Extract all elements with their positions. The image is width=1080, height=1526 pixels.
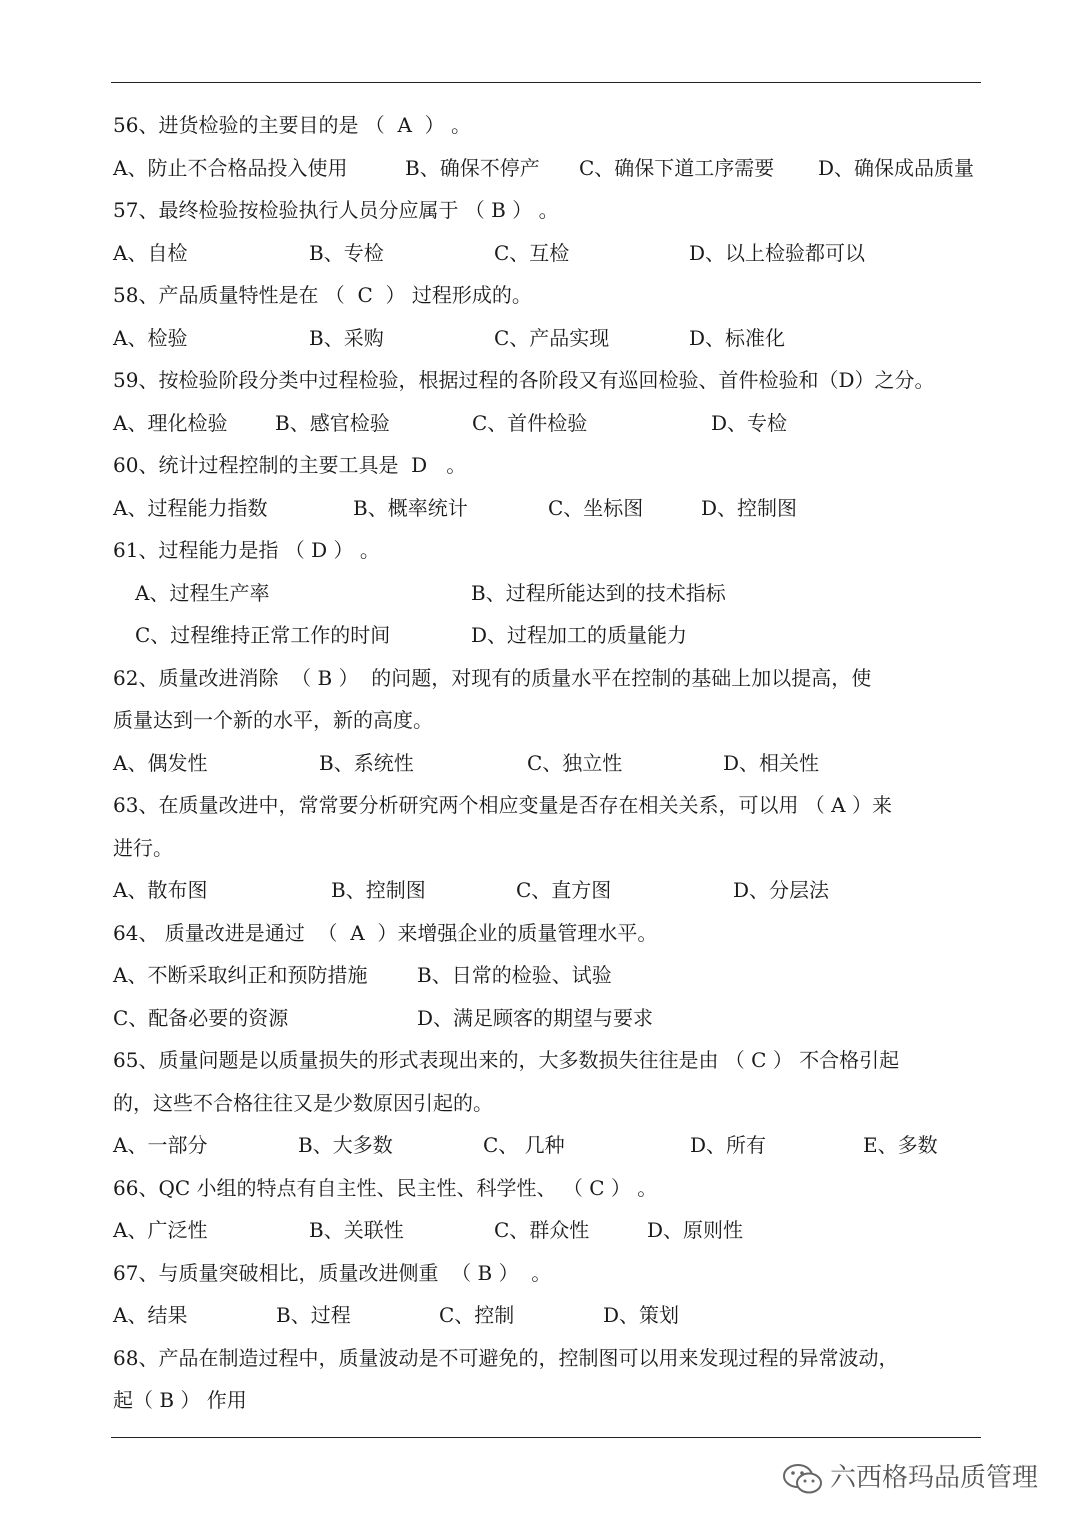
question-stem-q57: 57、最终检验按检验执行人员分应属于 （ B ） 。 — [113, 198, 559, 222]
question-stem-q56: 56、进货检验的主要目的是 （ A ） 。 — [113, 113, 472, 137]
option-q57-0: A、自检 — [113, 240, 188, 265]
option-q61-0: A、过程生产率 — [135, 580, 270, 605]
option-q58-2: C、产品实现 — [494, 325, 610, 350]
option-q65-0: A、一部分 — [113, 1133, 208, 1157]
option-q60-3: D、控制图 — [701, 495, 798, 520]
option-q63-3: D、分层法 — [733, 878, 830, 902]
footer-rule — [111, 1437, 981, 1438]
option-q67-1: B、过程 — [276, 1303, 351, 1327]
option-q57-3: D、以上检验都可以 — [689, 240, 866, 265]
option-q59-0: A、理化检验 — [113, 410, 228, 435]
option-q64-0: C、配备必要的资源 — [113, 1005, 289, 1030]
option-q62-0: A、偶发性 — [113, 750, 208, 775]
option-q66-1: B、关联性 — [309, 1218, 404, 1242]
question-stem-q67: 67、与质量突破相比，质量改进侧重 （ B ） 。 — [113, 1260, 552, 1285]
question-stem-q58: 58、产品质量特性是在 （ C ） 过程形成的。 — [113, 283, 532, 307]
option-q66-2: C、群众性 — [494, 1218, 590, 1242]
option-q62-2: C、独立性 — [527, 750, 623, 775]
option-q67-2: C、控制 — [439, 1303, 515, 1327]
question-stem-q66: 66、QC 小组的特点有自主性、民主性、科学性、 （ C ） 。 — [113, 1175, 658, 1200]
option-q58-0: A、检验 — [113, 325, 188, 350]
option-q61-0: C、过程维持正常工作的时间 — [135, 623, 391, 647]
option-q63-0: A、散布图 — [113, 878, 208, 902]
option-q63-1: B、控制图 — [331, 878, 426, 902]
option-q63-2: C、直方图 — [516, 878, 612, 902]
question-stem-q68: 起（ B ） 作用 — [113, 1388, 247, 1412]
option-q56-1: B、确保不停产 — [405, 155, 540, 180]
question-stem-q65: 的，这些不合格往往又是少数原因引起的。 — [113, 1090, 493, 1115]
option-q62-1: B、系统性 — [319, 750, 414, 775]
option-q60-2: C、坐标图 — [548, 495, 644, 520]
header-rule — [111, 82, 981, 83]
option-q60-1: B、概率统计 — [353, 495, 468, 520]
option-q56-3: D、确保成品质量 — [818, 155, 975, 180]
question-stem-q62: 质量达到一个新的水平，新的高度。 — [113, 708, 433, 732]
question-stem-q63: 63、在质量改进中，常常要分析研究两个相应变量是否存在相关关系，可以用 （ A ）来 — [113, 793, 892, 817]
option-q65-4: E、多数 — [863, 1133, 938, 1157]
option-q58-3: D、标准化 — [689, 325, 786, 350]
option-q59-2: C、首件检验 — [472, 410, 588, 435]
question-stem-q64: 64、 质量改进是通过 （ A ）来增强企业的质量管理水平。 — [113, 920, 658, 945]
option-q67-3: D、策划 — [603, 1303, 680, 1327]
option-q66-0: A、广泛性 — [113, 1218, 208, 1242]
option-q62-3: D、相关性 — [723, 750, 820, 775]
option-q59-1: B、感官检验 — [275, 410, 390, 435]
option-q58-1: B、采购 — [309, 325, 384, 350]
option-q65-2: C、 几种 — [483, 1133, 565, 1157]
option-q61-1: D、过程加工的质量能力 — [471, 623, 688, 647]
option-q57-1: B、专检 — [309, 240, 384, 265]
option-q64-1: B、日常的检验、试验 — [417, 963, 612, 987]
option-q66-3: D、原则性 — [647, 1218, 744, 1242]
question-stem-q59: 59、按检验阶段分类中过程检验，根据过程的各阶段又有巡回检验、首件检验和（D）之分。 — [113, 368, 935, 392]
option-q61-1: B、过程所能达到的技术指标 — [471, 580, 726, 605]
option-q64-1: D、满足顾客的期望与要求 — [417, 1005, 654, 1030]
question-stem-q62: 62、质量改进消除 （ B ） 的问题，对现有的质量水平在控制的基础上加以提高，使 — [113, 665, 872, 690]
option-q56-2: C、确保下道工序需要 — [579, 155, 775, 180]
question-stem-q63: 进行。 — [113, 835, 173, 860]
wechat-icon — [782, 1462, 824, 1496]
question-stem-q61: 61、过程能力是指 （ D ） 。 — [113, 538, 380, 562]
watermark-text: 六西格玛品质管理 — [830, 1463, 1039, 1493]
question-stem-q60: 60、统计过程控制的主要工具是 D 。 — [113, 453, 467, 477]
option-q60-0: A、过程能力指数 — [113, 495, 268, 520]
option-q65-3: D、所有 — [690, 1133, 767, 1157]
option-q64-0: A、不断采取纠正和预防措施 — [113, 963, 368, 987]
option-q59-3: D、专检 — [711, 410, 788, 435]
option-q57-2: C、互检 — [494, 240, 570, 265]
option-q56-0: A、防止不合格品投入使用 — [113, 155, 348, 180]
option-q67-0: A、结果 — [113, 1303, 188, 1327]
question-stem-q68: 68、产品在制造过程中，质量波动是不可避免的，控制图可以用来发现过程的异常波动， — [113, 1345, 899, 1370]
option-q65-1: B、大多数 — [298, 1133, 393, 1157]
question-stem-q65: 65、质量问题是以质量损失的形式表现出来的，大多数损失往往是由 （ C ） 不合格引起 — [113, 1048, 900, 1072]
